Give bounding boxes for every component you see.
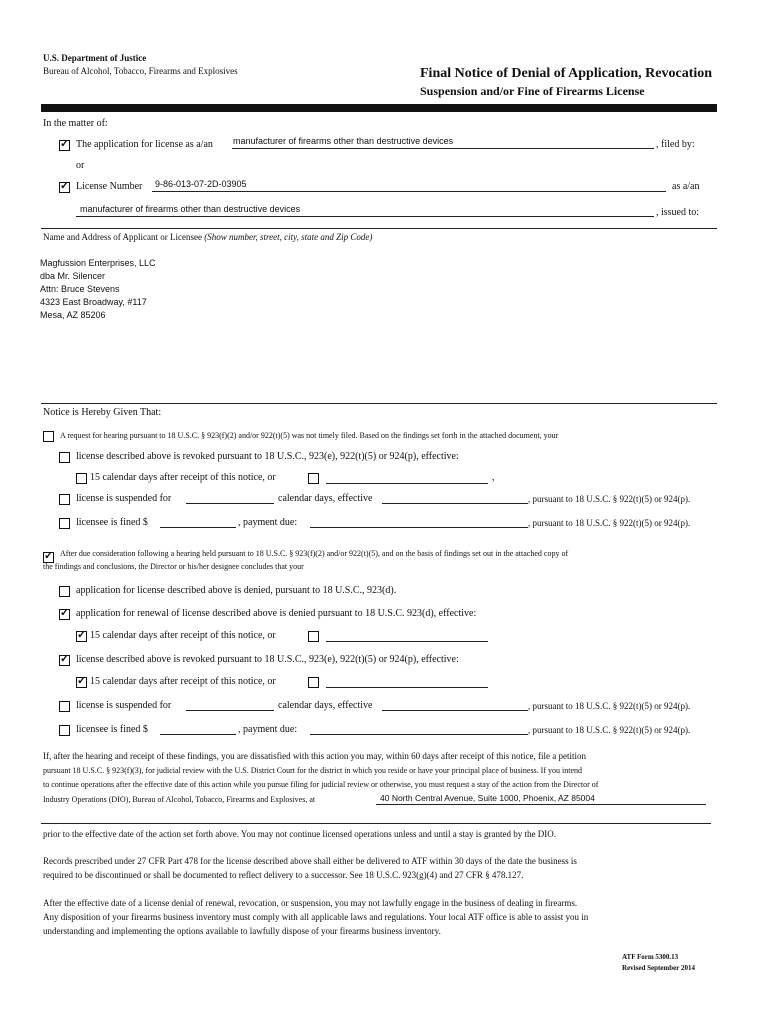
license-number-value: 9-86-013-07-2D-03905 xyxy=(155,179,247,189)
app-denied-label: application for license described above is denied, pursuant to 18 U.S.C., 923(d). xyxy=(76,585,397,596)
records-text-2: required to be discontinued or shall be documented to reflect delivery to a successor. See 18 U.S.C. 923(g)(4) and 27 CFR § 478.127. xyxy=(43,870,524,880)
payment-due-2-line[interactable] xyxy=(310,734,528,735)
name-address-hint: (Show number, street, city, state and Zip Code) xyxy=(204,232,373,242)
address-line-1: Magfussion Enterprises, LLC xyxy=(40,258,156,268)
pursuant-fine-2-label: , pursuant to 18 U.S.C. § 922(t)(5) or 924(p). xyxy=(528,725,691,735)
dio-address-value: 40 North Central Avenue, Suite 1000, Phoenix, AZ 85004 xyxy=(380,793,595,803)
renewal-denied-checkbox[interactable] xyxy=(59,609,70,620)
dissatisfied-text-3: to continue operations after the effective date of this action while you pursue filing for judicial review or otherwise, you must request a stay of the action from the Director of xyxy=(43,780,599,789)
name-address-label xyxy=(43,232,372,242)
revoked-1-checkbox[interactable] xyxy=(59,452,70,463)
form-revised: Revised September 2014 xyxy=(622,964,695,972)
fined-2-label: licensee is fined $ xyxy=(76,724,148,735)
address-line-4: 4323 East Broadway, #117 xyxy=(40,297,147,307)
suspended-1-effective-line[interactable] xyxy=(382,503,528,504)
suspended-2-days-line[interactable] xyxy=(186,710,274,711)
license-type-line xyxy=(76,216,654,217)
days-15-3-checkbox[interactable] xyxy=(76,677,87,688)
calendar-days-1-label: calendar days, effective xyxy=(278,493,373,504)
fined-2-checkbox[interactable] xyxy=(59,725,70,736)
name-address-rule xyxy=(41,228,717,229)
after-hearing-text-2: the findings and conclusions, the Director or his/her designee concludes that your xyxy=(43,562,304,571)
pursuant-2-label: , pursuant to 18 U.S.C. § 922(t)(5) or 924(p). xyxy=(528,701,691,711)
days-15-3-label: 15 calendar days after receipt of this notice, or xyxy=(90,676,276,687)
payment-due-2-label: , payment due: xyxy=(238,724,298,735)
filed-by-label: , filed by: xyxy=(656,139,695,150)
after-hearing-text-1: After due consideration following a hearing held pursuant to 18 U.S.C. § 923(f)(2) and/or 922(t)(5), and on the basis of findings set out in the attached copy of xyxy=(60,549,569,558)
revoked-2-checkbox[interactable] xyxy=(59,655,70,666)
days-15-2-checkbox[interactable] xyxy=(76,631,87,642)
address-line-5: Mesa, AZ 85206 xyxy=(40,310,106,320)
dissatisfied-text-4: Industry Operations (DIO), Bureau of Alcohol, Tobacco, Firearms and Explosives, at xyxy=(43,795,316,804)
application-type-value: manufacturer of firearms other than destructive devices xyxy=(233,136,454,146)
notice-heading: Notice is Hereby Given That: xyxy=(43,407,162,418)
notice-rule xyxy=(41,403,717,404)
prior-to-rule xyxy=(41,823,711,824)
dissatisfied-text-2: pursuant 18 U.S.C. § 923(f)(3), for judicial review with the U.S. District Court for the district in which you reside or have your principal place of business. If you intend xyxy=(43,766,582,775)
license-number-checkbox[interactable] xyxy=(59,182,70,193)
app-denied-checkbox[interactable] xyxy=(59,586,70,597)
pursuant-fine-1-label: , pursuant to 18 U.S.C. § 922(t)(5) or 924(p). xyxy=(528,518,691,528)
suspended-2-checkbox[interactable] xyxy=(59,701,70,712)
after-effective-text-1: After the effective date of a license denial of renewal, revocation, or suspension, you may not lawfully engage in the business of dealing in firearms. xyxy=(43,898,578,908)
pursuant-1-label: , pursuant to 18 U.S.C. § 922(t)(5) or 924(p). xyxy=(528,494,691,504)
revoked-1-label: license described above is revoked pursuant to 18 U.S.C., 923(e), 922(t)(5) or 924(p), effective: xyxy=(76,451,459,462)
address-line-2: dba Mr. Silencer xyxy=(40,271,106,281)
suspended-2-label: license is suspended for xyxy=(76,700,172,711)
request-hearing-checkbox[interactable] xyxy=(43,431,54,442)
form-title: Final Notice of Denial of Application, Revocation xyxy=(420,66,713,81)
suspended-1-label: license is suspended for xyxy=(76,493,172,504)
suspended-1-days-line[interactable] xyxy=(186,503,274,504)
revoked-2-label: license described above is revoked pursuant to 18 U.S.C., 923(e), 922(t)(5) or 924(p), effective: xyxy=(76,654,459,665)
after-effective-text-2: Any disposition of your firearms business inventory must comply with all applicable laws and regulations. Your local ATF office is able to assist you in xyxy=(43,912,589,922)
agency-name: U.S. Department of Justice xyxy=(43,53,147,63)
dio-address-line xyxy=(376,804,706,805)
bureau-name: Bureau of Alcohol, Tobacco, Firearms and Explosives xyxy=(43,66,238,76)
address-line-3: Attn: Bruce Stevens xyxy=(40,284,120,294)
license-number-line xyxy=(152,191,666,192)
other-date-1-checkbox[interactable] xyxy=(308,473,319,484)
records-text-1: Records prescribed under 27 CFR Part 478 for the license described above shall either be delivered to ATF within 30 days of the date the business is xyxy=(43,856,577,866)
issued-to-label: , issued to: xyxy=(656,207,700,218)
in-the-matter-label: In the matter of: xyxy=(43,118,108,129)
payment-due-1-label: , payment due: xyxy=(238,517,298,528)
request-hearing-text: A request for hearing pursuant to 18 U.S.C. § 923(f)(2) and/or 922(t)(5) was not timely filed. Based on the findings set forth in the attached document, your xyxy=(60,431,559,440)
other-date-1-line[interactable] xyxy=(326,483,488,484)
name-address-title: Name and Address of Applicant or Licensee xyxy=(43,232,202,242)
renewal-denied-label: application for renewal of license described above is denied pursuant to 18 U.S.C. 923(d), effective: xyxy=(76,608,477,619)
days-15-1-checkbox[interactable] xyxy=(76,473,87,484)
other-date-2-checkbox[interactable] xyxy=(308,631,319,642)
fined-1-checkbox[interactable] xyxy=(59,518,70,529)
fined-1-label: licensee is fined $ xyxy=(76,517,148,528)
form-subtitle: Suspension and/or Fine of Firearms License xyxy=(420,84,645,98)
application-checkbox[interactable] xyxy=(59,140,70,151)
payment-due-1-line[interactable] xyxy=(310,527,528,528)
or-label: or xyxy=(76,160,85,171)
license-type-value: manufacturer of firearms other than destructive devices xyxy=(80,204,301,214)
days-15-2-label: 15 calendar days after receipt of this notice, or xyxy=(90,630,276,641)
other-date-3-checkbox[interactable] xyxy=(308,677,319,688)
header-rule xyxy=(41,104,717,112)
fined-2-amount-line[interactable] xyxy=(160,734,236,735)
fined-1-amount-line[interactable] xyxy=(160,527,236,528)
suspended-2-effective-line[interactable] xyxy=(382,710,528,711)
suspended-1-checkbox[interactable] xyxy=(59,494,70,505)
application-label: The application for license as a/an xyxy=(76,139,213,150)
calendar-days-2-label: calendar days, effective xyxy=(278,700,373,711)
license-number-label: License Number xyxy=(76,181,143,192)
comma-mark: , xyxy=(492,472,495,483)
other-date-3-line[interactable] xyxy=(326,687,488,688)
as-a-an-label: as a/an xyxy=(672,181,700,192)
form-number: ATF Form 5300.13 xyxy=(622,953,679,961)
application-type-line xyxy=(232,148,654,149)
dissatisfied-text-1: If, after the hearing and receipt of these findings, you are dissatisfied with this action you may, within 60 days after receipt of this notice, file a petition xyxy=(43,751,587,761)
after-effective-text-3: understanding and implementing the options available to lawfully dispose of your firearms business inventory. xyxy=(43,926,441,936)
prior-to-text: prior to the effective date of the action set forth above. You may not continue licensed operations unless and until a stay is granted by the DIO. xyxy=(43,829,556,839)
other-date-2-line[interactable] xyxy=(326,641,488,642)
days-15-1-label: 15 calendar days after receipt of this notice, or xyxy=(90,472,276,483)
